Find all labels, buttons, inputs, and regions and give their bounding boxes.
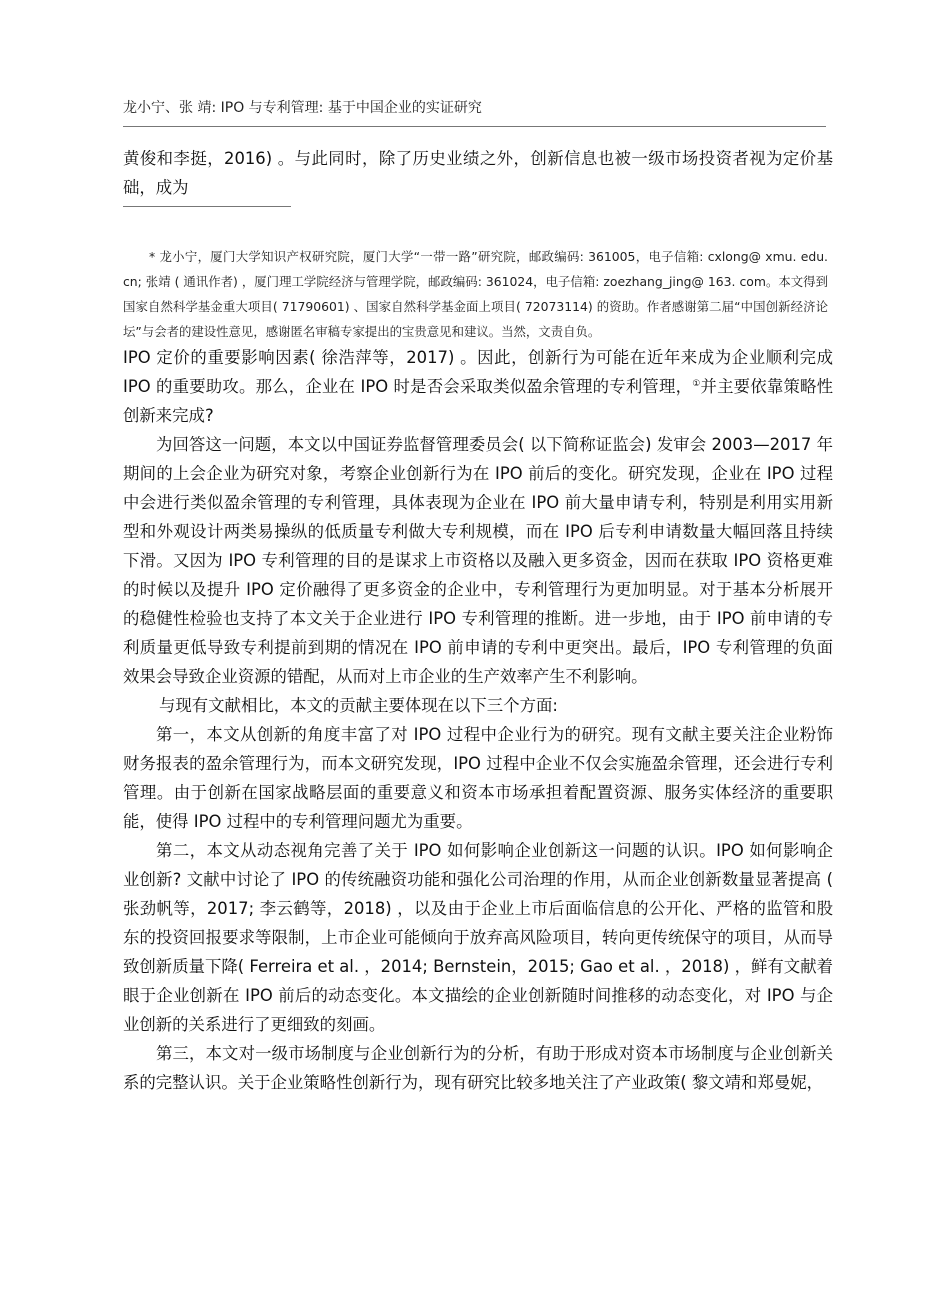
main-body [123, 343, 833, 1097]
header-rule [123, 126, 826, 127]
top-fragment-paragraph: 黄俊和李挺，2016) 。与此同时，除了历史业绩之外，创新信息也被一级市场投资者视为定价基础，成为 [123, 149, 833, 197]
footnote-marker[interactable]: ① [692, 379, 701, 389]
running-head: 龙小宁、张 靖: IPO 与专利管理: 基于中国企业的实证研究 [123, 100, 482, 116]
footnote-text: * 龙小宁，厦门大学知识产权研究院，厦门大学“一带一路”研究院，邮政编码: 361005，电子信箱: cxlong@ xmu. edu. cn; 张靖 ( 通讯作者) ，厦门理工学院经济与管理学院，邮政编码: 361024，电子信箱: zoezhang_jing@ 163. com。本文得到国家自然科学基金重大项目( 71790601) 、国家自然科学基金面上项目( 72073114) 的资助。作者感谢第二届“中国创新经济论坛”与会者的建设性意见，感谢匿名审稿专家提出的宝贵意见和建议。当然，文责自负。 [123, 249, 828, 339]
author-footnote [123, 244, 828, 344]
paragraph-4: 第一，本文从创新的角度丰富了对 IPO 过程中企业行为的研究。现有文献主要关注企业粉饰财务报表的盈余管理行为，而本文研究发现，IPO 过程中企业不仅会实施盈余管理，还会进行专利管理。由于创新在国家战略层面的重要意义和资本市场承担着配置资源、服务实体经济的重要职能，使得 IPO 过程中的专利管理问题尤为重要。 [123, 725, 833, 831]
paragraph-1-part-a: IPO 定价的重要影响因素( 徐浩萍等，2017) 。因此，创新行为可能在近年来成为企业顺利完成 IPO 的重要助攻。那么，企业在 IPO 时是否会采取类似盈余管理的专利管理， [123, 348, 833, 396]
top-fragment-block [123, 144, 833, 202]
paragraph-3: 与现有文献相比，本文的贡献主要体现在以下三个方面: [159, 696, 558, 715]
paragraph-1-part-b: 并主要依靠策略性创新来完成? [123, 377, 834, 425]
paragraph-1 [123, 343, 833, 430]
footnote-separator [123, 206, 291, 207]
paragraph-5: 第二，本文从动态视角完善了关于 IPO 如何影响企业创新这一问题的认识。IPO 如何影响企业创新? 文献中讨论了 IPO 的传统融资功能和强化公司治理的作用，从而企业创新数量显著提高 ( 张劲帆等，2017; 李云鹤等，2018) ，以及由于企业上市后面临信息的公开化、严格的监管和股东的投资回报要求等限制，上市企业可能倾向于放弃高风险项目，转向更传统保守的项目，从而导致创新质量下降( Ferreira et al. ，2014; Bernstein，2015; Gao et al. ，2018) ，鲜有文献着眼于企业创新在 IPO 前后的动态变化。本文描绘的企业创新随时间推移的动态变化，对 IPO 与企业创新的关系进行了更细致的刻画。 [123, 841, 833, 1034]
paragraph-2: 为回答这一问题，本文以中国证券监督管理委员会( 以下简称证监会) 发审会 2003—2017 年期间的上会企业为研究对象，考察企业创新行为在 IPO 前后的变化。研究发现，企业在 IPO 过程中会进行类似盈余管理的专利管理，具体表现为企业在 IPO 前大量申请专利，特别是利用实用新型和外观设计两类易操纵的低质量专利做大专利规模，而在 IPO 后专利申请数量大幅回落且持续下滑。又因为 IPO 专利管理的目的是谋求上市资格以及融入更多资金，因而在获取 IPO 资格更难的时候以及提升 IPO 定价融得了更多资金的企业中，专利管理行为更加明显。对于基本分析展开的稳健性检验也支持了本文关于企业进行 IPO 专利管理的推断。进一步地，由于 IPO 前申请的专利质量更低导致专利提前到期的情况在 IPO 前申请的专利中更突出。最后，IPO 专利管理的负面效果会导致企业资源的错配，从而对上市企业的生产效率产生不利影响。 [123, 435, 833, 686]
paragraph-6: 第三，本文对一级市场制度与企业创新行为的分析，有助于形成对资本市场制度与企业创新关系的完整认识。关于企业策略性创新行为，现有研究比较多地关注了产业政策( 黎文靖和郑曼妮， [123, 1044, 833, 1092]
